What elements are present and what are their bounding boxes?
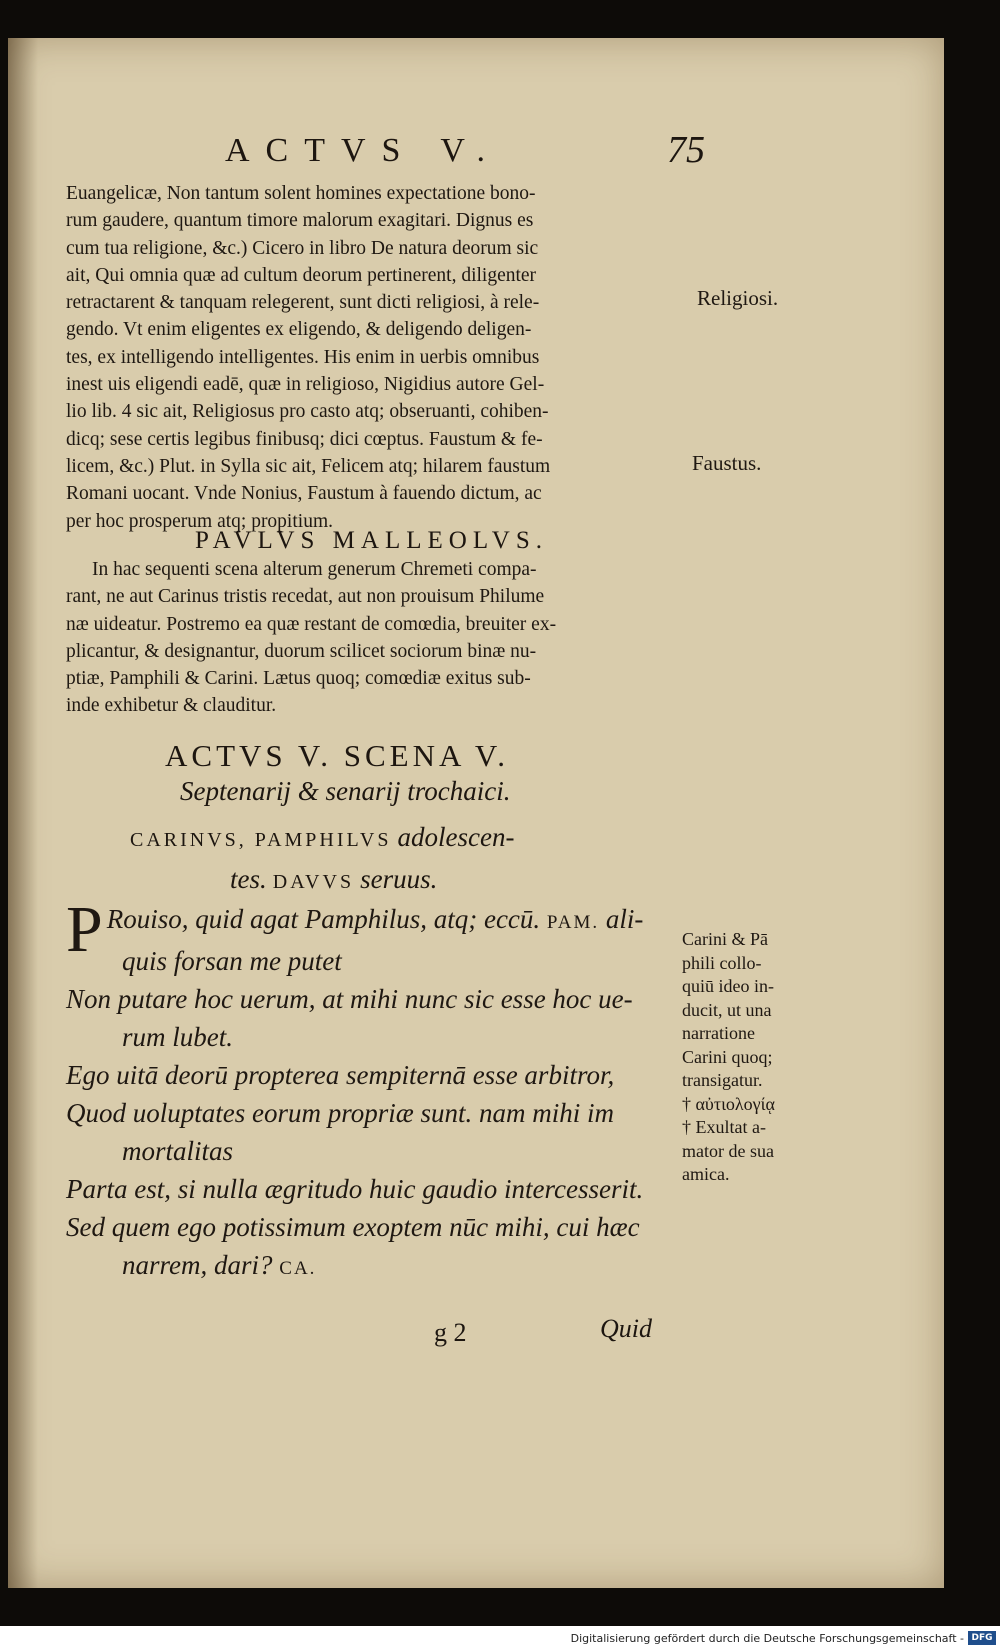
gloss-line: phili collo-: [682, 952, 762, 973]
gloss-line: quiū ideo in-: [682, 976, 774, 996]
signature-mark: g 2: [434, 1318, 467, 1347]
page-header: [225, 129, 705, 178]
scene-summary: [66, 556, 686, 720]
drop-cap: P: [66, 893, 103, 966]
speaker-tag: PAM.: [546, 912, 600, 933]
dfg-logo: DFG: [968, 1631, 996, 1645]
verse-text: ali-: [605, 904, 644, 934]
commentary-block: [66, 180, 686, 535]
commentary-line: rum gaudere, quantum timore malorum exagitari. Dignus es: [66, 210, 534, 232]
speaker-names: CARINVS, PAMPHILVS: [130, 829, 392, 851]
gloss-line: Carini & Pā: [682, 929, 768, 949]
gloss-line: Carini quoq;: [682, 1046, 773, 1067]
gloss-line: transigatur.: [682, 1070, 763, 1090]
commentary-line: per hoc prosperum atq; propitium.: [66, 510, 333, 532]
verse-line: Parta est, si nulla ægritudo huic gaudio intercesserit.: [66, 1174, 644, 1204]
speaker-role: adolescen-: [397, 822, 515, 852]
dramatis-personae: [130, 818, 630, 902]
verse-continuation: mortalitas: [122, 1136, 234, 1166]
digitization-footer: [0, 1626, 1000, 1648]
commentary-line: inest uis eligendi eadē, quæ in religioso, Nigidius autore Gel-: [66, 374, 545, 396]
commentary-line: gendo. Vt enim eligentes ex eligendo, & deligendo deligen-: [66, 319, 532, 341]
summary-line: næ uideatur. Postremo ea quæ restant de comœdia, breuiter ex-: [66, 613, 557, 635]
commentary-line: retractarent & tanquam relegerent, sunt dicti religiosi, à rele-: [66, 292, 540, 314]
verse-text: narrem, dari?: [122, 1250, 273, 1280]
verse-line: [66, 900, 686, 942]
verse-continuation: [66, 1246, 686, 1288]
scene-heading: ACTVS V. SCENA V.: [165, 738, 509, 773]
running-head: ACTVS V.: [225, 132, 502, 169]
page-number: 75: [667, 129, 705, 171]
gloss-line: narratione: [682, 1023, 755, 1043]
dialogue-block: [66, 893, 686, 1288]
verse-text: Rouiso, quid agat Pamphilus, atq; eccū.: [106, 904, 541, 934]
speaker-names: DAVVS: [272, 871, 355, 893]
gloss-line: amica.: [682, 1164, 730, 1184]
gloss-line: mator de sua: [682, 1140, 774, 1161]
commentary-line: cum tua religione, &c.) Cicero in libro De natura deorum sic: [66, 237, 539, 259]
commentary-line: Romani uocant. Vnde Nonius, Faustum à fauendo dictum, ac: [66, 483, 542, 505]
verse-continuation: quis forsan me putet: [122, 946, 342, 976]
summary-line: inde exhibetur & clauditur.: [66, 695, 277, 717]
commentary-line: licem, &c.) Plut. in Sylla sic ait, Felicem atq; hilarem faustum: [66, 455, 551, 477]
verse-line: Ego uitā deorū propterea sempiternā esse arbitror,: [66, 1060, 615, 1090]
commentary-line: Euangelicæ, Non tantum solent homines expectatione bono-: [66, 183, 536, 204]
speaker-tag: CA.: [279, 1258, 317, 1279]
margin-gloss: [682, 928, 832, 1187]
summary-line: plicantur, & designantur, duorum scilicet sociorum binæ nu-: [66, 640, 537, 662]
section-heading: PAVLVS MALLEOLVS.: [195, 527, 549, 554]
gloss-line: † Exultat a-: [682, 1117, 766, 1137]
funding-credit: Digitalisierung gefördert durch die Deutsche Forschungsgemeinschaft -: [570, 1632, 964, 1645]
speaker-role: seruus.: [360, 864, 438, 894]
meter-note: Septenarij & senarij trochaici.: [180, 776, 511, 806]
verse-line: Quod uoluptates eorum propriæ sunt. nam mihi im: [66, 1098, 615, 1128]
catchword: Quid: [600, 1314, 652, 1343]
gloss-line: † αὐτιολογίᾳ: [682, 1093, 775, 1114]
commentary-line: lio lib. 4 sic ait, Religiosus pro casto atq; obseruanti, cohiben-: [66, 401, 549, 423]
commentary-line: ait, Qui omnia quæ ad cultum deorum pertinerent, diligenter: [66, 264, 537, 286]
verse-line: Non putare hoc uerum, at mihi nunc sic esse hoc ue-: [66, 984, 633, 1014]
page-gutter-shadow: [8, 38, 38, 1588]
commentary-line: dicq; sese certis legibus finibusq; dici cœptus. Faustum & fe-: [66, 428, 543, 450]
gloss-line: ducit, ut una: [682, 999, 772, 1020]
speaker-role: tes.: [230, 864, 267, 894]
summary-line: In hac sequenti scena alterum generum Chremeti compa-: [92, 559, 537, 580]
commentary-line: tes, ex intelligendo intelligentes. His enim in uerbis omnibus: [66, 346, 540, 368]
personae-line: [130, 818, 630, 860]
summary-line: ptiæ, Pamphili & Carini. Lætus quoq; comœdiæ exitus sub-: [66, 668, 531, 690]
summary-line: rant, ne aut Carinus tristis recedat, aut non prouisum Philume: [66, 586, 545, 608]
verse-line: Sed quem ego potissimum exoptem nūc mihi, cui hæc: [66, 1212, 640, 1242]
margin-note-religiosi: Religiosi.: [697, 286, 779, 310]
margin-note-faustus: Faustus.: [692, 451, 762, 475]
personae-line: [130, 860, 630, 902]
verse-continuation: rum lubet.: [122, 1022, 233, 1052]
